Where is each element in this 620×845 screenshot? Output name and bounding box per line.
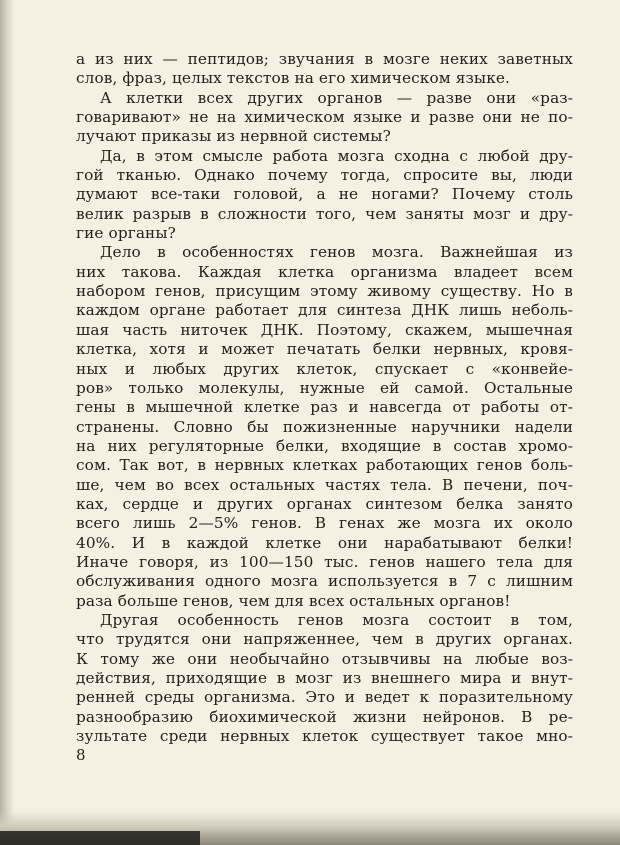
text-line: на них регуляторные белки, входящие в состав хромо- (76, 436, 573, 455)
text-line: разнообразию биохимической жизни нейронов. В ре- (76, 707, 573, 726)
text-line: сом. Так вот, в нервных клетках работающих генов боль- (76, 456, 573, 475)
text-line: что трудятся они напряженнее, чем в других органах. (76, 630, 573, 649)
text-line: шая часть ниточек ДНК. Поэтому, скажем, мышечная (76, 320, 573, 339)
scan-edge (0, 831, 200, 845)
text-line: 40%. И в каждой клетке они нарабатывают белки! (76, 533, 573, 552)
text-line: велик разрыв в сложности того, чем заняты мозг и дру- (76, 204, 573, 223)
text-line: Да, в этом смысле работа мозга сходна с любой дру- (100, 146, 573, 165)
text-line: слов, фраз, целых текстов на его химическом языке. (76, 69, 510, 88)
text-line: гие органы? (76, 224, 176, 243)
text-line: К тому же они необычайно отзывчивы на любые воз- (76, 649, 573, 668)
text-line: Иначе говоря, из 100—150 тыс. генов нашего тела для (76, 552, 573, 571)
text-line: них такова. Каждая клетка организма владеет всем (76, 262, 573, 281)
text-line: ных и любых других клеток, спускает с «конвейе- (76, 359, 573, 378)
text-line: ров» только молекулы, нужные ей самой. Остальные (76, 378, 573, 397)
text-line: ках, сердце и других органах синтезом белка занято (76, 494, 573, 513)
page-gutter-shadow (0, 0, 14, 845)
text-line: действия, приходящие в мозг из внешнего мира и внут- (76, 669, 573, 687)
text-line: гены в мышечной клетке раз и навсегда от работы от- (76, 398, 573, 417)
text-line: клетка, хотя и может печатать белки нервных, кровя- (76, 340, 573, 359)
text-line: ше, чем во всех остальных частях тела. В печени, поч- (76, 475, 573, 494)
text-line: всего лишь 2—5% генов. В генах же мозга их около (76, 514, 573, 533)
page-number: 8 (76, 746, 86, 764)
text-line: гой тканью. Однако почему тогда, спросите вы, люди (76, 166, 573, 185)
text-line: ренней среды организма. Это и ведет к поразительному (76, 688, 573, 707)
body-text (76, 50, 573, 746)
text-line: набором генов, присущим этому живому существу. Но в (76, 282, 573, 301)
text-line: а из них — пептидов; звучания в мозге неких заветных (76, 50, 573, 68)
text-line: Другая особенность генов мозга состоит в том, (100, 610, 573, 629)
text-line: зультате среди нервных клеток существует такое мно- (76, 727, 573, 746)
text-line: А клетки всех других органов — разве они «раз- (100, 88, 573, 107)
text-line: Дело в особенностях генов мозга. Важнейшая из (100, 243, 573, 262)
text-line: обслуживания одного мозга используется в 7 с лишним (76, 572, 573, 591)
text-line: раза больше генов, чем для всех остальных органов! (76, 591, 511, 610)
text-line: каждом органе работает для синтеза ДНК лишь неболь- (76, 301, 573, 320)
text-line: лучают приказы из нервной системы? (76, 127, 391, 146)
text-line: говаривают» не на химическом языке и разве они не по- (76, 108, 573, 127)
text-line: думают все-таки головой, а не ногами? Почему столь (76, 185, 573, 204)
text-line: странены. Словно бы пожизненные наручники надели (76, 417, 573, 436)
